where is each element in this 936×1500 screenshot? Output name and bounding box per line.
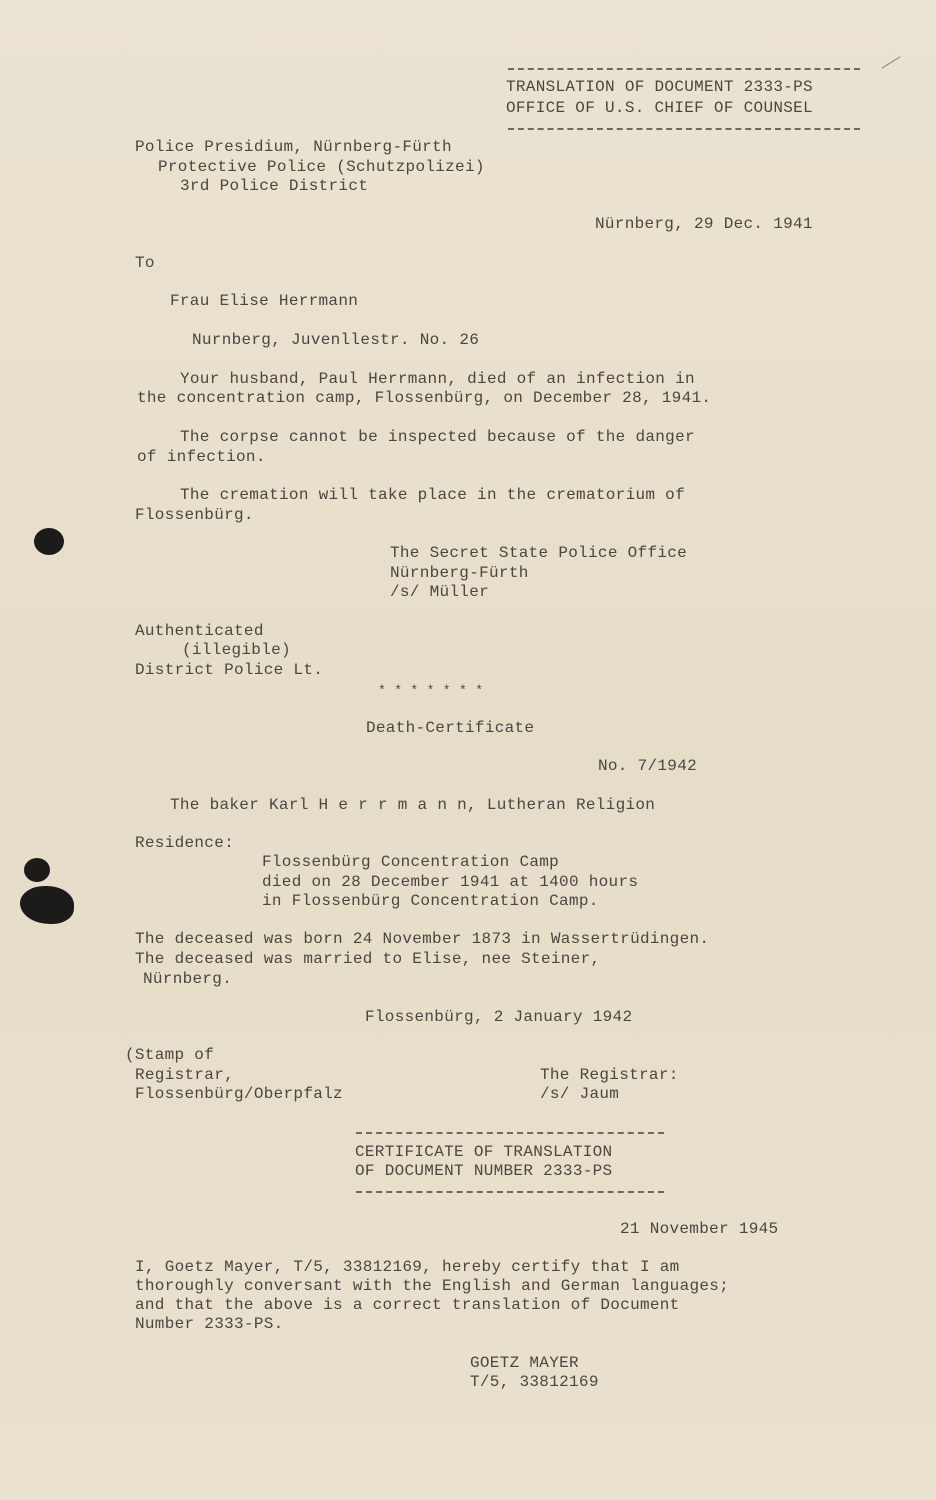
- stamp-line-1: (Stamp of: [125, 1046, 215, 1064]
- signature-office: The Secret State Police Office: [390, 544, 688, 562]
- to-label: To: [135, 254, 155, 272]
- translation-date: 21 November 1945: [620, 1220, 779, 1238]
- translation-body-line-3: and that the above is a correct translation of Document: [135, 1296, 680, 1314]
- authenticated-line-2: (illegible): [182, 641, 291, 659]
- translation-body-line-1: I, Goetz Mayer, T/5, 33812169, hereby certify that I am: [135, 1258, 680, 1276]
- birth-line-3: Nürnberg.: [143, 970, 233, 988]
- translation-title-2: OF DOCUMENT NUMBER 2333-PS: [355, 1162, 613, 1180]
- certificate-number: No. 7/1942: [598, 757, 698, 775]
- punch-hole-bottom: [20, 886, 74, 924]
- translation-body-line-4: Number 2333-PS.: [135, 1315, 284, 1333]
- translator-name: GOETZ MAYER: [470, 1354, 579, 1372]
- translation-title-1: CERTIFICATE OF TRANSLATION: [355, 1143, 613, 1161]
- registrar-label: The Registrar:: [540, 1066, 679, 1084]
- translation-top-dashes: [356, 1132, 664, 1134]
- residence-label: Residence:: [135, 834, 235, 852]
- stamp-line-2: Registrar,: [135, 1066, 235, 1084]
- authenticated-line-3: District Police Lt.: [135, 661, 324, 679]
- separator-stars: * * * * * * *: [378, 683, 484, 698]
- registrar-signature: /s/ Jaum: [540, 1085, 620, 1103]
- authenticated-line-1: Authenticated: [135, 622, 264, 640]
- stamp-line-3: Flossenbürg/Oberpfalz: [135, 1085, 343, 1103]
- sender-line-3: 3rd Police District: [180, 177, 369, 195]
- signature-name: /s/ Müller: [390, 583, 490, 601]
- residence-line-2: died on 28 December 1941 at 1400 hours: [262, 873, 639, 891]
- header-line-2: OFFICE OF U.S. CHIEF OF COUNSEL: [506, 99, 813, 117]
- header-top-dashes: [508, 68, 860, 70]
- pencil-check-mark: [881, 56, 900, 69]
- sender-line-1: Police Presidium, Nürnberg-Fürth: [135, 138, 452, 156]
- signature-city: Nürnberg-Fürth: [390, 564, 529, 582]
- paragraph-1-line-1: Your husband, Paul Herrmann, died of an infection in: [180, 370, 695, 388]
- paragraph-2-line-1: The corpse cannot be inspected because of the danger: [180, 428, 695, 446]
- certificate-title: Death-Certificate: [366, 719, 535, 737]
- translation-bottom-dashes: [356, 1191, 664, 1193]
- paragraph-2-line-2: of infection.: [137, 448, 266, 466]
- birth-line-2: The deceased was married to Elise, nee Steiner,: [135, 950, 601, 968]
- recipient-name: Frau Elise Herrmann: [170, 292, 359, 310]
- certificate-place-date: Flossenbürg, 2 January 1942: [365, 1008, 633, 1026]
- translator-id: T/5, 33812169: [470, 1373, 599, 1391]
- translation-body-line-2: thoroughly conversant with the English and German languages;: [135, 1277, 730, 1295]
- punch-hole-middle: [24, 858, 50, 882]
- header-line-1: TRANSLATION OF DOCUMENT 2333-PS: [506, 78, 813, 96]
- recipient-address: Nurnberg, Juvenllestr. No. 26: [192, 331, 480, 349]
- letter-place-date: Nürnberg, 29 Dec. 1941: [595, 215, 813, 233]
- paragraph-3-line-1: The cremation will take place in the crematorium of: [180, 486, 685, 504]
- paragraph-1-line-2: the concentration camp, Flossenbürg, on December 28, 1941.: [137, 389, 712, 407]
- residence-line-3: in Flossenbürg Concentration Camp.: [262, 892, 599, 910]
- punch-hole-top: [34, 528, 64, 555]
- birth-line-1: The deceased was born 24 November 1873 in Wassertrüdingen.: [135, 930, 710, 948]
- residence-line-1: Flossenbürg Concentration Camp: [262, 853, 560, 871]
- certificate-subject: The baker Karl H e r r m a n n, Lutheran Religion: [170, 796, 656, 814]
- paragraph-3-line-2: Flossenbürg.: [135, 506, 254, 524]
- sender-line-2: Protective Police (Schutzpolizei): [158, 158, 485, 176]
- header-bottom-dashes: [508, 128, 860, 130]
